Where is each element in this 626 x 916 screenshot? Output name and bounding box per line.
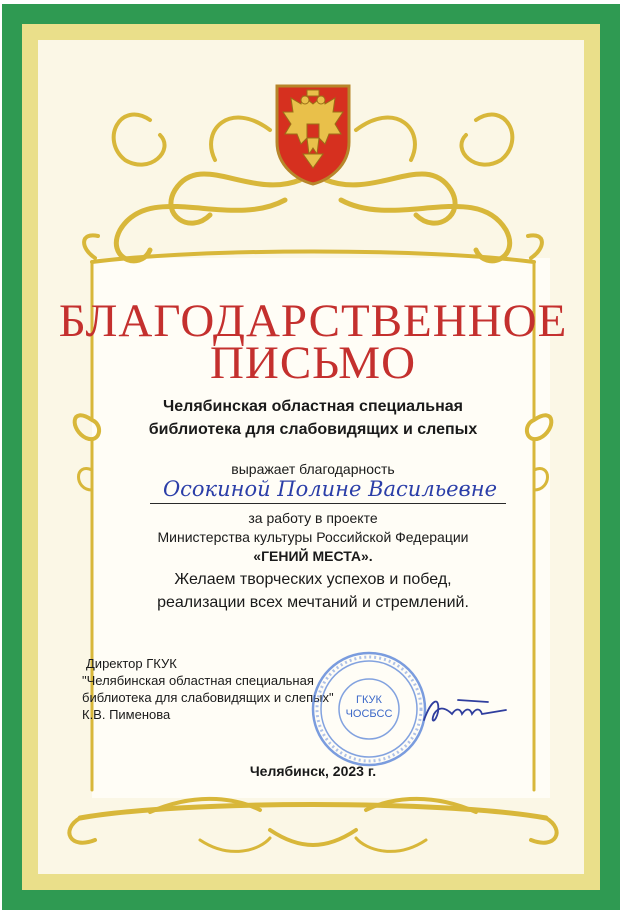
wish-line-1: Желаем творческих успехов и побед, — [174, 571, 452, 588]
org-name-line-1: Челябинская областная специальная — [163, 398, 463, 415]
director-name: К.В. Пименова — [82, 707, 171, 722]
project-name: «ГЕНИЙ МЕСТА». — [253, 548, 373, 564]
org-name-line-2: библиотека для слабовидящих и слепых — [148, 421, 478, 438]
russian-coat-of-arms-icon — [273, 82, 353, 186]
wish-line-2: реализации всех мечтаний и стремлений. — [157, 594, 469, 611]
title-line-2: ПИСЬМО — [209, 337, 417, 389]
recipient-name: Осокиной Полине Васильевне — [162, 477, 498, 501]
director-title: Директор ГКУК — [86, 656, 177, 671]
stamp-text-1: ГКУК — [356, 694, 382, 706]
director-org-line-2: библиотека для слабовидящих и слепых" — [82, 690, 334, 705]
expresses-gratitude: выражает благодарность — [231, 461, 395, 477]
city-and-year: Челябинск, 2023 г. — [249, 763, 377, 779]
recipient-underline — [150, 503, 506, 504]
ministry-text: Министерства культуры Российской Федерации — [157, 529, 469, 545]
title-line-1: БЛАГОДАРСТВЕННОЕ — [58, 295, 568, 347]
stamp-text-2: ЧОСБСС — [345, 708, 393, 720]
seal-stamp-icon — [310, 650, 428, 768]
for-work-text: за работу в проекте — [248, 510, 378, 526]
director-org-line-1: "Челябинская областная специальная — [82, 673, 314, 688]
signature-icon — [418, 690, 510, 732]
